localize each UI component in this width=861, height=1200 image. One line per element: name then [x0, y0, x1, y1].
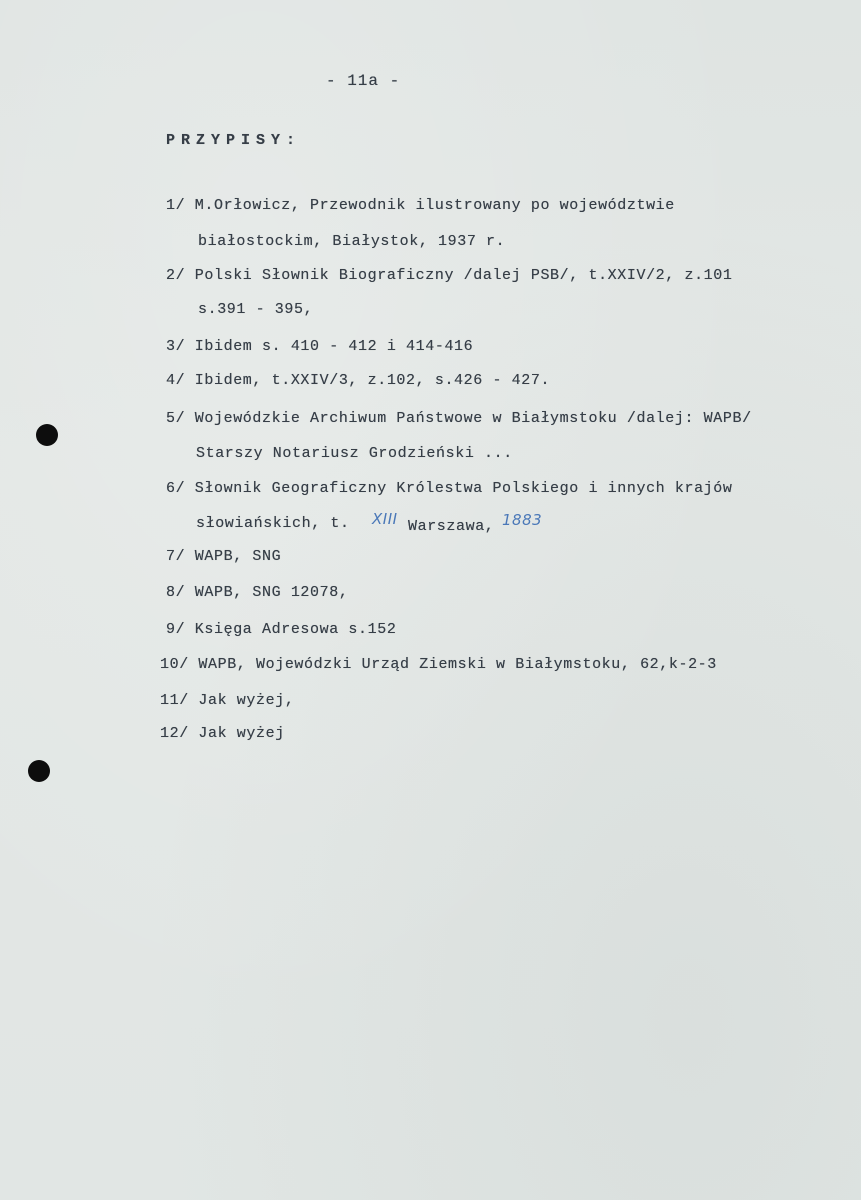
footnote-2-line-2: s.391 - 395, — [198, 301, 314, 318]
footnote-11-line-1: 11/ Jak wyżej, — [160, 692, 295, 709]
footnote-6-line-2-cont: Warszawa, — [408, 518, 495, 535]
footnote-5-line-1: 5/ Wojewódzkie Archiwum Państwowe w Białymstoku /dalej: WAPB/ — [166, 410, 752, 427]
footnote-5-line-2: Starszy Notariusz Grodzieński ... — [196, 445, 513, 462]
footnote-2-line-1: 2/ Polski Słownik Biograficzny /dalej PSB/, t.XXIV/2, z.101 — [166, 267, 733, 284]
footnote-10-line-1: 10/ WAPB, Wojewódzki Urząd Ziemski w Białymstoku, 62,k-2-3 — [160, 656, 717, 673]
footnote-4-line-1: 4/ Ibidem, t.XXIV/3, z.102, s.426 - 427. — [166, 372, 551, 389]
footnote-8-line-1: 8/ WAPB, SNG 12078, — [166, 584, 349, 601]
handwritten-year: 1883 — [502, 511, 543, 529]
footnotes-heading: PRZYPISY: — [166, 132, 302, 149]
footnote-6-line-1: 6/ Słownik Geograficzny Królestwa Polskiego i innych krajów — [166, 480, 733, 497]
page-number: - 11a - — [326, 72, 401, 90]
punch-hole-bottom — [28, 760, 50, 782]
footnote-6-line-2: słowiańskich, t. — [196, 515, 350, 532]
footnote-3-line-1: 3/ Ibidem s. 410 - 412 i 414-416 — [166, 338, 474, 355]
footnote-1-line-1: 1/ M.Orłowicz, Przewodnik ilustrowany po województwie — [166, 197, 675, 214]
footnote-12-line-1: 12/ Jak wyżej — [160, 725, 285, 742]
footnote-1-line-2: białostockim, Białystok, 1937 r. — [198, 233, 506, 250]
footnote-7-line-1: 7/ WAPB, SNG — [166, 548, 282, 565]
footnote-9-line-1: 9/ Księga Adresowa s.152 — [166, 621, 397, 638]
handwritten-volume: XIII — [372, 510, 398, 528]
punch-hole-top — [36, 424, 58, 446]
